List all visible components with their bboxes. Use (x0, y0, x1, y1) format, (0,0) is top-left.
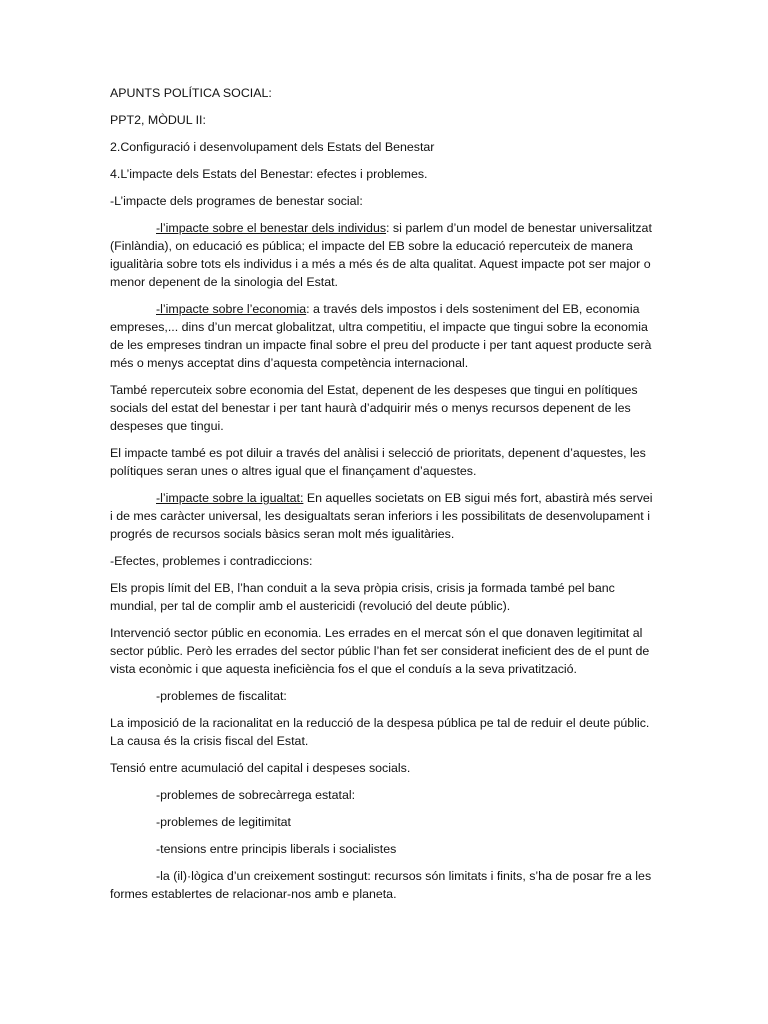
paragraph-intervention: Intervenció sector públic en economia. Les errades en el mercat són el que donaven legitimitat al sector públic. Però les errades del sector públic l’han fet ser considerat ineficient des de el punt de vista econòmic i que aquesta ineficiència fos el que el conduís a la seva privatització. (110, 626, 650, 676)
sustained-growth-item: -la (il)·lògica d’un creixement sostingut: recursos són limitats i finits, s’ha de posar fre a les formes establertes de relacionar-nos amb e planeta. (110, 869, 652, 901)
fiscal-problems-heading: -problemes de fiscalitat: (156, 689, 287, 703)
paragraph-dilute: El impacte també es pot diluir a través del anàlisi i selecció de prioritats, depenent d’aquestes, les polítiques seran unes o altres igual que el finançament d’aquestes. (110, 446, 646, 478)
paragraph-imposition: La imposició de la racionalitat en la reducció de la despesa pública pe tal de reduir el deute públic. La causa és la crisis fiscal del Estat. (110, 716, 650, 748)
document-title: APUNTS POLÍTICA SOCIAL: (110, 86, 272, 100)
section-4-heading: 4.L’impacte dels Estats del Benestar: efectes i problemes. (110, 167, 428, 181)
impact-individuals-label: -l’impacte sobre el benestar dels individus (156, 221, 387, 235)
impact-individuals-text: : si parlem d’un model de benestar universalitzat (Finlàndia), on educació es pública; el impacte del EB sobre la educació repercuteix de manera igualitària sobre tots els individus i a més a més és de alta qualitat. Aquest impacte pot ser major o menor depenent de la sinologia del Estat. (110, 221, 652, 289)
effects-heading: -Efectes, problemes i contradiccions: (110, 554, 313, 568)
paragraph-state-economy: També repercuteix sobre economia del Estat, depenent de les despeses que tingui en polítiques socials del estat del benestar i per tant haurà d’adquirir més o menys recursos depenent de les despeses que tingui. (110, 383, 638, 433)
impact-heading: -L’impacte dels programes de benestar social: (110, 194, 363, 208)
paragraph-tension: Tensió entre acumulació del capital i despeses socials. (110, 761, 411, 775)
overload-problems-item: -problemes de sobrecàrrega estatal: (156, 788, 356, 802)
impact-equality-text: En aquelles societats on EB sigui més fort, abastirà més servei i de mes caràcter universal, les desigualtats seran inferiors i les possibilitats de desenvolupament i progrés de recursos socials bàsics seran molt més igualitàries. (110, 491, 653, 541)
tensions-item: -tensions entre principis liberals i socialistes (156, 842, 397, 856)
paragraph-limits: Els propis límit del EB, l’han conduit a la seva pròpia crisis, crisis ja formada també pel banc mundial, per tal de complir amb el austericidi (revolució del deute públic). (110, 581, 615, 613)
legitimacy-problems-item: -problemes de legitimitat (156, 815, 291, 829)
impact-economy-text: : a través dels impostos i dels sosteniment del EB, economia empreses,... dins d’un mercat globalitzat, ultra competitiu, el impacte que tingui sobre la economia de les empreses tindran un impacte final sobre el preu del producte i per tant aquest producte serà més o menys acceptat dins d’aquesta competència internacional. (110, 302, 652, 370)
impact-economy-label: -l’impacte sobre l’economia (156, 302, 307, 316)
document-page (110, 84, 658, 912)
module-heading: PPT2, MÒDUL II: (110, 113, 206, 127)
paragraph-impact-equality (110, 489, 658, 543)
section-2-heading: 2.Configuració i desenvolupament dels Estats del Benestar (110, 140, 435, 154)
impact-equality-label: -l’impacte sobre la igualtat: (156, 491, 304, 505)
paragraph-impact-economy (110, 300, 658, 372)
paragraph-impact-individuals (110, 219, 658, 291)
